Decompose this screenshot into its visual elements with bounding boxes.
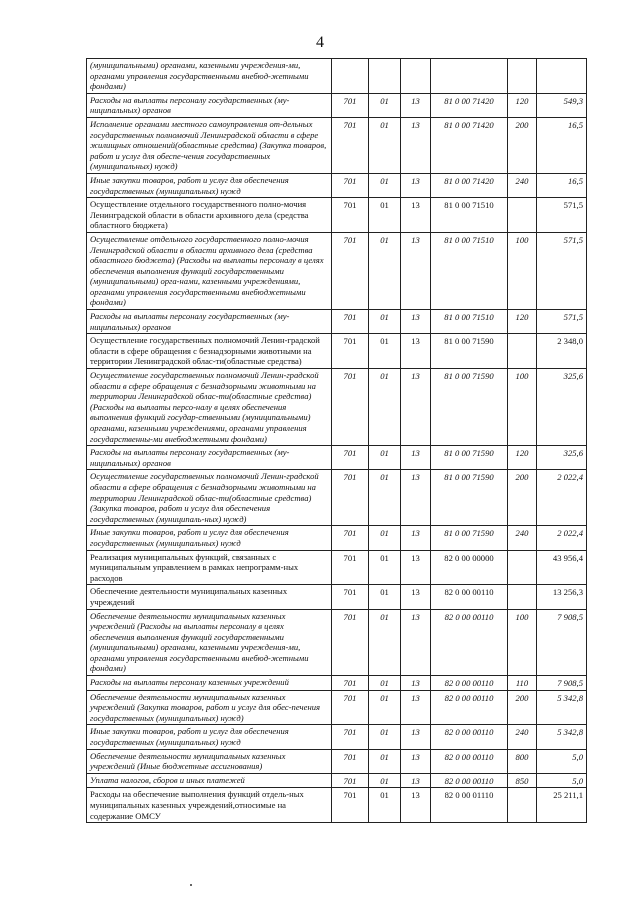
subsection-code-cell: 13	[401, 773, 431, 788]
table-row	[87, 470, 587, 526]
expense-type-cell: 200	[508, 690, 537, 725]
subsection-code-cell: 13	[401, 676, 431, 691]
table-row	[87, 232, 587, 309]
target-article-cell: 82 0 00 00110	[431, 585, 508, 609]
section-code-cell: 01	[369, 550, 401, 585]
subsection-code-cell: 13	[401, 173, 431, 197]
table-row	[87, 173, 587, 197]
target-article-cell: 81 0 00 71590	[431, 369, 508, 446]
target-article-cell: 82 0 00 00110	[431, 749, 508, 773]
amount-cell: 16,5	[537, 117, 587, 173]
table-row	[87, 93, 587, 117]
name-cell: Осуществление государственных полномочий Ленин-градской области в сфере обращения с безнадзорными животными на территории Ленинградской облас-ти(областные средства)	[87, 334, 332, 369]
subsection-code-cell: 13	[401, 526, 431, 550]
table-row	[87, 690, 587, 725]
ved-code-cell: 701	[332, 526, 369, 550]
expense-type-cell: 120	[508, 446, 537, 470]
expense-type-cell: 240	[508, 725, 537, 749]
expense-type-cell: 800	[508, 749, 537, 773]
amount-cell: 16,5	[537, 173, 587, 197]
table-row	[87, 310, 587, 334]
table-row	[87, 609, 587, 676]
expense-type-cell: 240	[508, 526, 537, 550]
ved-code-cell: 701	[332, 198, 369, 233]
target-article-cell: 82 0 00 00110	[431, 676, 508, 691]
page-number: 4	[316, 34, 324, 51]
subsection-code-cell: 13	[401, 550, 431, 585]
section-code-cell: 01	[369, 369, 401, 446]
ved-code-cell: 701	[332, 93, 369, 117]
amount-cell: 571,5	[537, 310, 587, 334]
table-row	[87, 550, 587, 585]
table-row	[87, 117, 587, 173]
amount-cell: 571,5	[537, 232, 587, 309]
table-row	[87, 334, 587, 369]
target-article-cell	[431, 59, 508, 94]
name-cell: Расходы на обеспечение выполнения функций отдель-ных муниципальных казенных учреждений,относимые на содержание ОМСУ	[87, 788, 332, 823]
subsection-code-cell: 13	[401, 690, 431, 725]
table-row	[87, 725, 587, 749]
name-cell: Расходы на выплаты персоналу казенных учреждений	[87, 676, 332, 691]
name-cell: Осуществление государственных полномочий Ленин-градской области в сфере обращения с безнадзорными животными на территории Ленинградской облас-ти(областные средства) (Закупка товаров, работ и услуг для обеспечения государственных (муниципаль-ных) нужд)	[87, 470, 332, 526]
expense-type-cell: 850	[508, 773, 537, 788]
subsection-code-cell: 13	[401, 788, 431, 823]
expense-type-cell	[508, 198, 537, 233]
target-article-cell: 81 0 00 71420	[431, 173, 508, 197]
target-article-cell: 82 0 00 00110	[431, 609, 508, 676]
name-cell: Обеспечение деятельности муниципальных казенных учреждений (Иные бюджетные ассигнования)	[87, 749, 332, 773]
amount-cell: 571,5	[537, 198, 587, 233]
expense-type-cell: 200	[508, 470, 537, 526]
target-article-cell: 81 0 00 71590	[431, 470, 508, 526]
expense-type-cell: 100	[508, 369, 537, 446]
target-article-cell: 82 0 00 00110	[431, 725, 508, 749]
ved-code-cell: 701	[332, 470, 369, 526]
expense-type-cell: 110	[508, 676, 537, 691]
section-code-cell: 01	[369, 198, 401, 233]
budget-table-body	[87, 59, 587, 823]
section-code-cell: 01	[369, 788, 401, 823]
table-row	[87, 773, 587, 788]
subsection-code-cell: 13	[401, 609, 431, 676]
amount-cell: 43 956,4	[537, 550, 587, 585]
ved-code-cell: 701	[332, 749, 369, 773]
subsection-code-cell: 13	[401, 93, 431, 117]
amount-cell: 5 342,8	[537, 725, 587, 749]
amount-cell: 5 342,8	[537, 690, 587, 725]
amount-cell: 2 022,4	[537, 526, 587, 550]
ved-code-cell	[332, 59, 369, 94]
subsection-code-cell: 13	[401, 310, 431, 334]
subsection-code-cell: 13	[401, 725, 431, 749]
subsection-code-cell: 13	[401, 232, 431, 309]
section-code-cell: 01	[369, 725, 401, 749]
target-article-cell: 81 0 00 71420	[431, 117, 508, 173]
target-article-cell: 81 0 00 71590	[431, 446, 508, 470]
expense-type-cell	[508, 550, 537, 585]
name-cell: Обеспечение деятельности муниципальных казенных учреждений (Расходы на выплаты персоналу в целях обеспечения выполнения функций государственными (муниципальными) органами, казенными учреждения-ми, органами управления государственными внебюд-жетными фондами)	[87, 609, 332, 676]
section-code-cell: 01	[369, 609, 401, 676]
section-code-cell: 01	[369, 310, 401, 334]
ved-code-cell: 701	[332, 725, 369, 749]
table-row	[87, 369, 587, 446]
subsection-code-cell: 13	[401, 369, 431, 446]
amount-cell: 2 022,4	[537, 470, 587, 526]
name-cell: Расходы на выплаты персоналу государственных (му-ниципальных) органов	[87, 93, 332, 117]
name-cell: Исполнение органами местного самоуправления от-дельных государственных полномочий Ленинградской области в сфере жилищных отношений(областные средства) (Закупка товаров, работ и услуг для обеспе-чения государственных (муниципальных) нужд)	[87, 117, 332, 173]
name-cell: Расходы на выплаты персоналу государственных (му-ниципальных) органов	[87, 446, 332, 470]
name-cell: Иные закупки товаров, работ и услуг для обеспечения государственных (муниципальных) нужд	[87, 725, 332, 749]
amount-cell: 13 256,3	[537, 585, 587, 609]
ved-code-cell: 701	[332, 232, 369, 309]
section-code-cell: 01	[369, 526, 401, 550]
name-cell: Иные закупки товаров, работ и услуг для обеспечения государственных (муниципальных) нужд	[87, 526, 332, 550]
subsection-code-cell: 13	[401, 470, 431, 526]
table-row	[87, 676, 587, 691]
name-cell: Осуществление отдельного государственного полно-мочия Ленинградской области в области архивного дела (средства областного бюджета) (Расходы на выплаты персоналу в целях обеспечения выполнения функций государственными (муниципальными) орга-нами, казенными учреждениями, органами управления государственными внебюджетными фондами)	[87, 232, 332, 309]
amount-cell: 7 908,5	[537, 676, 587, 691]
subsection-code-cell: 13	[401, 198, 431, 233]
ved-code-cell: 701	[332, 550, 369, 585]
table-row	[87, 59, 587, 94]
section-code-cell: 01	[369, 93, 401, 117]
ved-code-cell: 701	[332, 690, 369, 725]
amount-cell: 325,6	[537, 369, 587, 446]
ved-code-cell: 701	[332, 676, 369, 691]
section-code-cell: 01	[369, 232, 401, 309]
ved-code-cell: 701	[332, 310, 369, 334]
name-cell: (муниципальными) органами, казенными учреждения-ми, органами управления государственными внебюд-жетными фондами)	[87, 59, 332, 94]
expense-type-cell: 100	[508, 609, 537, 676]
target-article-cell: 81 0 00 71590	[431, 526, 508, 550]
amount-cell: 5,0	[537, 773, 587, 788]
table-row	[87, 526, 587, 550]
target-article-cell: 82 0 00 00110	[431, 690, 508, 725]
scan-speck	[190, 884, 192, 886]
table-row	[87, 198, 587, 233]
name-cell: Уплата налогов, сборов и иных платежей	[87, 773, 332, 788]
budget-table	[86, 58, 587, 823]
section-code-cell: 01	[369, 749, 401, 773]
section-code-cell: 01	[369, 470, 401, 526]
ved-code-cell: 701	[332, 369, 369, 446]
target-article-cell: 81 0 00 71590	[431, 334, 508, 369]
subsection-code-cell: 13	[401, 334, 431, 369]
expense-type-cell: 120	[508, 310, 537, 334]
subsection-code-cell	[401, 59, 431, 94]
name-cell: Обеспечение деятельности муниципальных казенных учреждений (Закупка товаров, работ и услуг для обес-печения государственных (муниципальных) нужд)	[87, 690, 332, 725]
section-code-cell: 01	[369, 773, 401, 788]
subsection-code-cell: 13	[401, 446, 431, 470]
expense-type-cell: 120	[508, 93, 537, 117]
ved-code-cell: 701	[332, 585, 369, 609]
section-code-cell: 01	[369, 173, 401, 197]
amount-cell: 325,6	[537, 446, 587, 470]
table-row	[87, 446, 587, 470]
amount-cell: 549,3	[537, 93, 587, 117]
expense-type-cell: 200	[508, 117, 537, 173]
subsection-code-cell: 13	[401, 585, 431, 609]
expense-type-cell	[508, 334, 537, 369]
amount-cell: 2 348,0	[537, 334, 587, 369]
ved-code-cell: 701	[332, 446, 369, 470]
amount-cell: 5,0	[537, 749, 587, 773]
target-article-cell: 82 0 00 00110	[431, 773, 508, 788]
ved-code-cell: 701	[332, 609, 369, 676]
name-cell: Реализация муниципальных функций, связанных с муниципальным управлением в рамках непрограмм-ных расходов	[87, 550, 332, 585]
expense-type-cell: 100	[508, 232, 537, 309]
table-row	[87, 788, 587, 823]
section-code-cell: 01	[369, 585, 401, 609]
name-cell: Расходы на выплаты персоналу государственных (му-ниципальных) органов	[87, 310, 332, 334]
expense-type-cell	[508, 585, 537, 609]
section-code-cell: 01	[369, 334, 401, 369]
ved-code-cell: 701	[332, 788, 369, 823]
section-code-cell: 01	[369, 690, 401, 725]
name-cell: Осуществление отдельного государственного полно-мочия Ленинградской области в области архивного дела (средства областного бюджета)	[87, 198, 332, 233]
target-article-cell: 81 0 00 71510	[431, 310, 508, 334]
name-cell: Иные закупки товаров, работ и услуг для обеспечения государственных (муниципальных) нужд	[87, 173, 332, 197]
subsection-code-cell: 13	[401, 749, 431, 773]
amount-cell: 25 211,1	[537, 788, 587, 823]
table-row	[87, 749, 587, 773]
target-article-cell: 81 0 00 71510	[431, 198, 508, 233]
amount-cell: 7 908,5	[537, 609, 587, 676]
section-code-cell: 01	[369, 676, 401, 691]
name-cell: Осуществление государственных полномочий Ленин-градской области в сфере обращения с безнадзорными животными на территории Ленинградской облас-ти(областные средства) (Расходы на выплаты персо-налу в целях обеспечения выполнения функций государ-ственными (муниципальными) органами, казенными учреждениями, органами управления государственны-ми внебюджетными фондами)	[87, 369, 332, 446]
expense-type-cell	[508, 59, 537, 94]
target-article-cell: 81 0 00 71510	[431, 232, 508, 309]
expense-type-cell	[508, 788, 537, 823]
expense-type-cell: 240	[508, 173, 537, 197]
section-code-cell: 01	[369, 117, 401, 173]
target-article-cell: 82 0 00 01110	[431, 788, 508, 823]
amount-cell	[537, 59, 587, 94]
ved-code-cell: 701	[332, 173, 369, 197]
target-article-cell: 82 0 00 00000	[431, 550, 508, 585]
section-code-cell	[369, 59, 401, 94]
section-code-cell: 01	[369, 446, 401, 470]
ved-code-cell: 701	[332, 117, 369, 173]
table-row	[87, 585, 587, 609]
name-cell: Обеспечение деятельности муниципальных казенных учреждений	[87, 585, 332, 609]
ved-code-cell: 701	[332, 773, 369, 788]
subsection-code-cell: 13	[401, 117, 431, 173]
target-article-cell: 81 0 00 71420	[431, 93, 508, 117]
ved-code-cell: 701	[332, 334, 369, 369]
